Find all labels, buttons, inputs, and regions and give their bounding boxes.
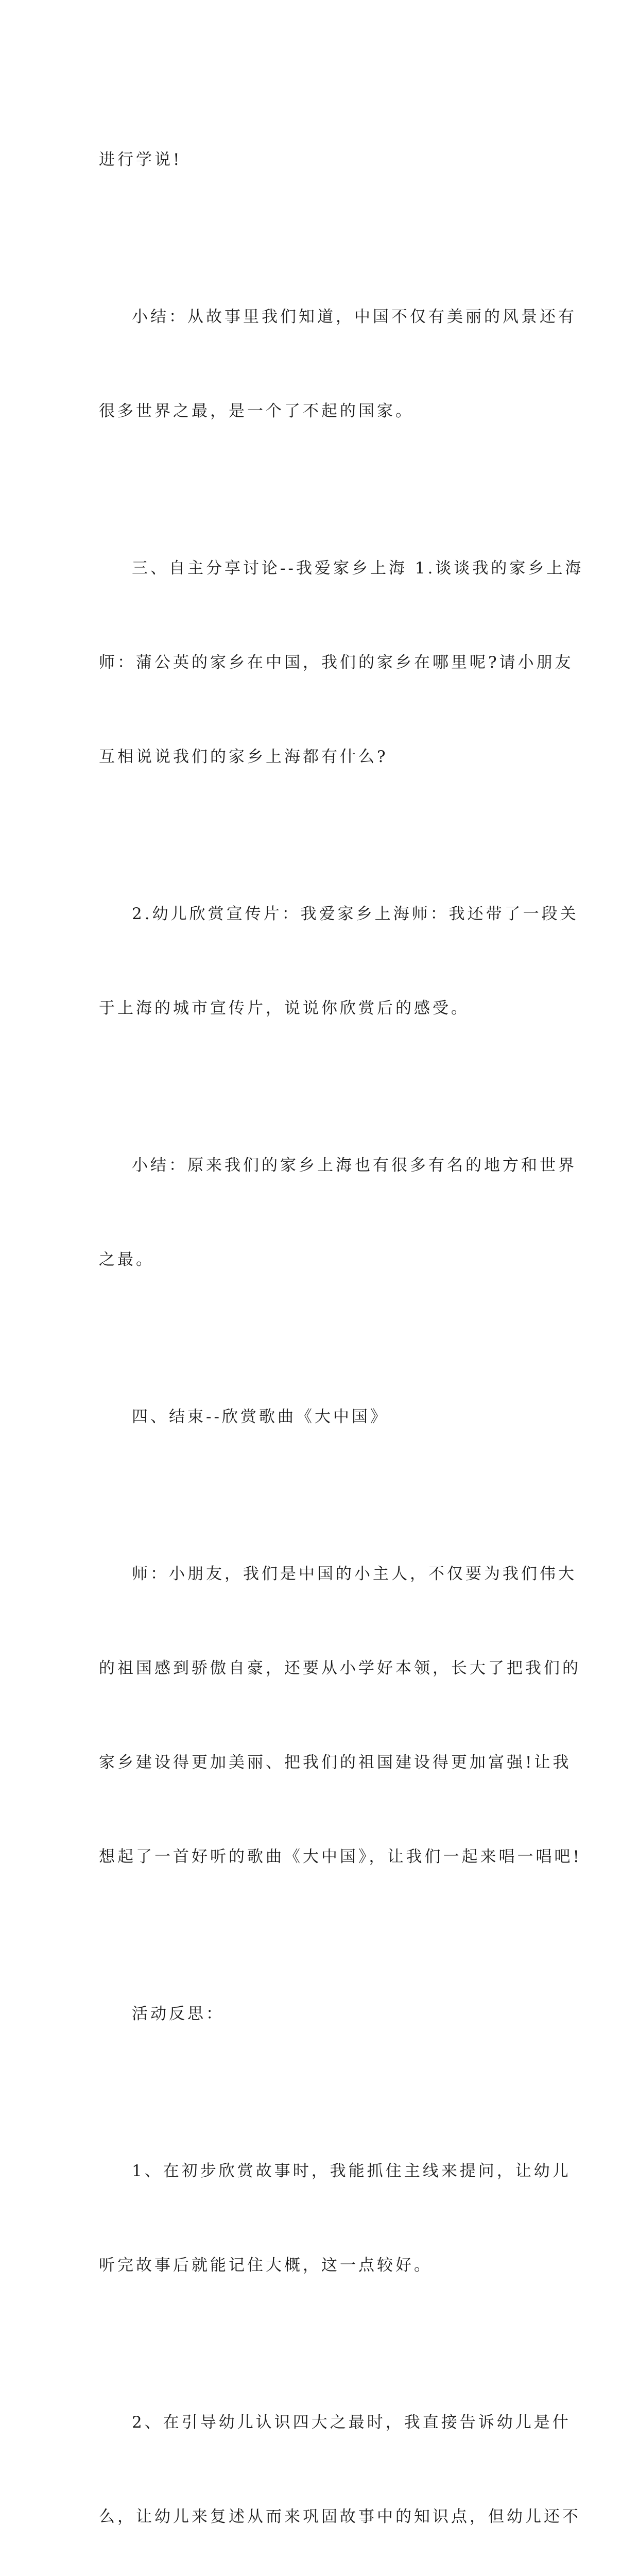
text-line: 很多世界之最，是一个了不起的国家。 <box>99 402 414 420</box>
text-line: 家乡建设得更加美丽、把我们的祖国建设得更加富强!让我 <box>99 1753 572 1772</box>
paragraph-reflection-heading <box>99 1936 547 2093</box>
paragraph-section-4 <box>99 1338 547 1496</box>
text-line: 么，让幼儿来复述从而来巩固故事中的知识点，但幼儿还不 <box>99 2507 581 2526</box>
text-line: 互相说说我们的家乡上海都有什么? <box>99 748 388 766</box>
text-line: 四、结束--欣赏歌曲《大中国》 <box>132 1408 389 1426</box>
paragraph-summary-1 <box>99 239 577 490</box>
text-line: 活动反思： <box>132 2005 224 2023</box>
text-line: 听完故事后就能记住大概，这一点较好。 <box>99 2256 433 2275</box>
text-line: 的祖国感到骄傲自豪，还要从小学好本领，长大了把我们的 <box>99 1659 581 1677</box>
paragraph-teacher-speech <box>99 1496 582 1936</box>
paragraph-reflection-1 <box>99 2093 571 2344</box>
paragraph-promo-video <box>99 836 579 1087</box>
document-body <box>99 81 584 2576</box>
text-line: 2.幼儿欣赏宣传片：我爱家乡上海师：我还带了一段关 <box>132 905 579 923</box>
text-line: 师：蒲公英的家乡在中国，我们的家乡在哪里呢?请小朋友 <box>99 653 574 672</box>
text-line: 想起了一首好听的歌曲《大中国》，让我们一起来唱一唱吧! <box>99 1848 582 1866</box>
text-line: 2、在引导幼儿认识四大之最时，我直接告诉幼儿是什 <box>132 2413 571 2432</box>
text-line: 小结：原来我们的家乡上海也有很多有名的地方和世界 <box>132 1156 577 1175</box>
text-line: 之最。 <box>99 1250 154 1269</box>
paragraph-continuation <box>99 81 547 239</box>
paragraph-reflection-2 <box>99 2344 581 2576</box>
text-line: 于上海的城市宣传片，说说你欣赏后的感受。 <box>99 999 470 1018</box>
text-line: 小结：从故事里我们知道，中国不仅有美丽的风景还有 <box>132 308 577 326</box>
text-line: 进行学说! <box>99 150 182 169</box>
paragraph-summary-2 <box>99 1087 577 1338</box>
paragraph-section-3 <box>99 490 584 836</box>
text-line: 三、自主分享讨论--我爱家乡上海 1.谈谈我的家乡上海 <box>132 559 584 578</box>
text-line: 师：小朋友，我们是中国的小主人，不仅要为我们伟大 <box>132 1565 577 1583</box>
text-line: 1、在初步欣赏故事时，我能抓住主线来提问，让幼儿 <box>132 2162 571 2180</box>
